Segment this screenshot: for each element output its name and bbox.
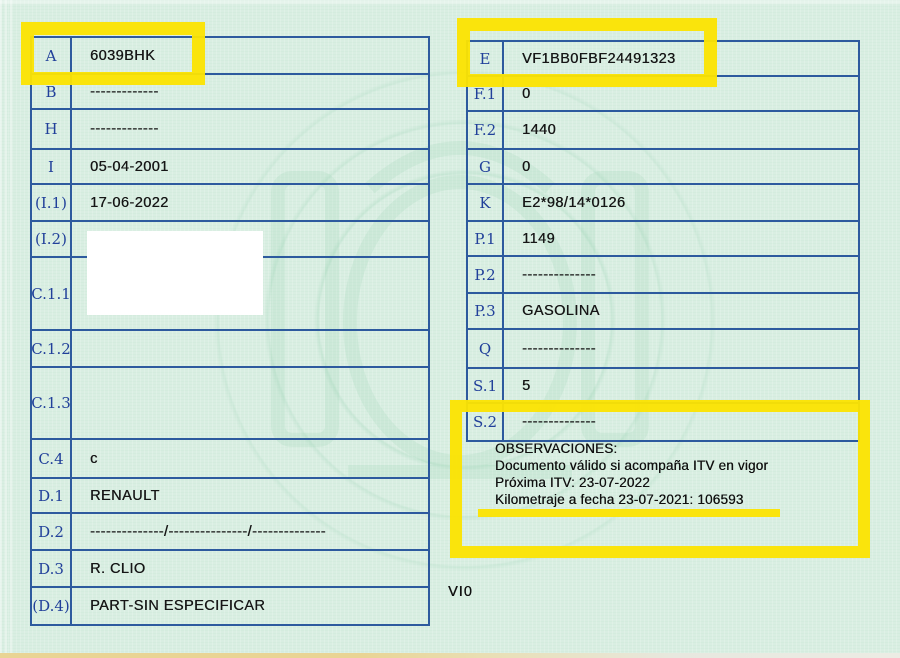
field-value: 05-04-2001 (90, 158, 169, 175)
field-row-g (468, 150, 858, 185)
field-value: 6039BHK (90, 47, 156, 64)
observations-line: Kilometraje a fecha 23-07-2021: 106593 (495, 492, 744, 507)
field-row-p3 (468, 294, 858, 330)
field-value: --------------/---------------/-------------- (90, 523, 326, 540)
field-label: A (32, 38, 72, 73)
scan-edge-top (0, 0, 900, 4)
field-value (72, 331, 428, 366)
scan-edge-left (0, 0, 15, 658)
observations-line: Documento válido si acompaña ITV en vigor (495, 458, 769, 473)
field-label: C.1.2 (32, 331, 72, 366)
field-row-f2 (468, 112, 858, 150)
field-label: K (468, 185, 504, 220)
field-value: E2*98/14*0126 (522, 194, 626, 211)
field-label: Q (468, 330, 504, 367)
highlight-underline (478, 509, 780, 517)
field-row-i1 (32, 185, 428, 222)
right-fields-table (466, 40, 860, 442)
field-row-p1 (468, 222, 858, 257)
field-value: -------------- (522, 340, 596, 357)
field-row-d2 (32, 514, 428, 551)
field-row-d4 (32, 588, 428, 624)
observations-line: Próxima ITV: 23-07-2022 (495, 475, 650, 490)
left-fields-table (30, 36, 430, 626)
field-label: (I.2) (32, 222, 72, 256)
field-label: D.1 (32, 479, 72, 512)
field-value: R. CLIO (90, 560, 146, 577)
field-value: GASOLINA (522, 303, 600, 319)
field-row-p2 (468, 257, 858, 294)
field-label: H (32, 110, 72, 148)
field-label: C.1.3 (32, 368, 72, 438)
field-value: ------------- (90, 83, 159, 100)
field-value: 1149 (522, 230, 555, 247)
highlight-plate-number (21, 22, 205, 85)
field-label: I (32, 150, 72, 183)
field-label: C.4 (32, 440, 72, 477)
field-row-c13 (32, 368, 428, 440)
field-label: F.2 (468, 112, 504, 148)
field-value: c (90, 450, 98, 467)
field-label: D.3 (32, 551, 72, 586)
field-row-i (32, 150, 428, 185)
field-value: -------------- (522, 414, 596, 430)
field-value: RENAULT (90, 487, 160, 504)
field-label: C.1.1 (32, 258, 72, 329)
field-label: S.2 (468, 404, 504, 440)
field-label: P.3 (468, 294, 504, 328)
field-value: PART-SIN ESPECIFICAR (90, 598, 266, 614)
field-row-s1 (468, 369, 858, 404)
field-label: E (468, 42, 504, 75)
highlight-observations (450, 400, 870, 558)
field-label: D.2 (32, 514, 72, 549)
field-label: P.1 (468, 222, 504, 255)
field-value (72, 368, 428, 438)
observations-title: OBSERVACIONES: (495, 441, 618, 456)
field-row-d1 (32, 479, 428, 514)
field-row-k (468, 185, 858, 222)
redaction-box (87, 231, 263, 315)
field-label: (D.4) (32, 588, 72, 624)
field-value: -------------- (522, 266, 596, 283)
field-label: B (32, 75, 72, 108)
field-value: ------------- (90, 121, 159, 137)
field-label: S.1 (468, 369, 504, 402)
field-row-q (468, 330, 858, 369)
field-row-c4 (32, 440, 428, 479)
field-row-h (32, 110, 428, 150)
field-value: VF1BB0FBF24491323 (522, 50, 676, 67)
field-label: P.2 (468, 257, 504, 292)
field-value: 0 (522, 85, 531, 102)
field-label: (I.1) (32, 185, 72, 220)
field-value: 5 (522, 377, 531, 394)
field-value: 0 (522, 158, 531, 175)
field-row-d3 (32, 551, 428, 588)
field-value: 1440 (522, 122, 557, 138)
field-row-c12 (32, 331, 428, 368)
scan-edge-bottom (0, 653, 900, 658)
form-code: VI0 (448, 584, 473, 600)
field-label: G (468, 150, 504, 183)
field-value: 17-06-2022 (90, 194, 169, 211)
highlight-vin (457, 18, 717, 87)
field-label: F.1 (468, 77, 504, 110)
